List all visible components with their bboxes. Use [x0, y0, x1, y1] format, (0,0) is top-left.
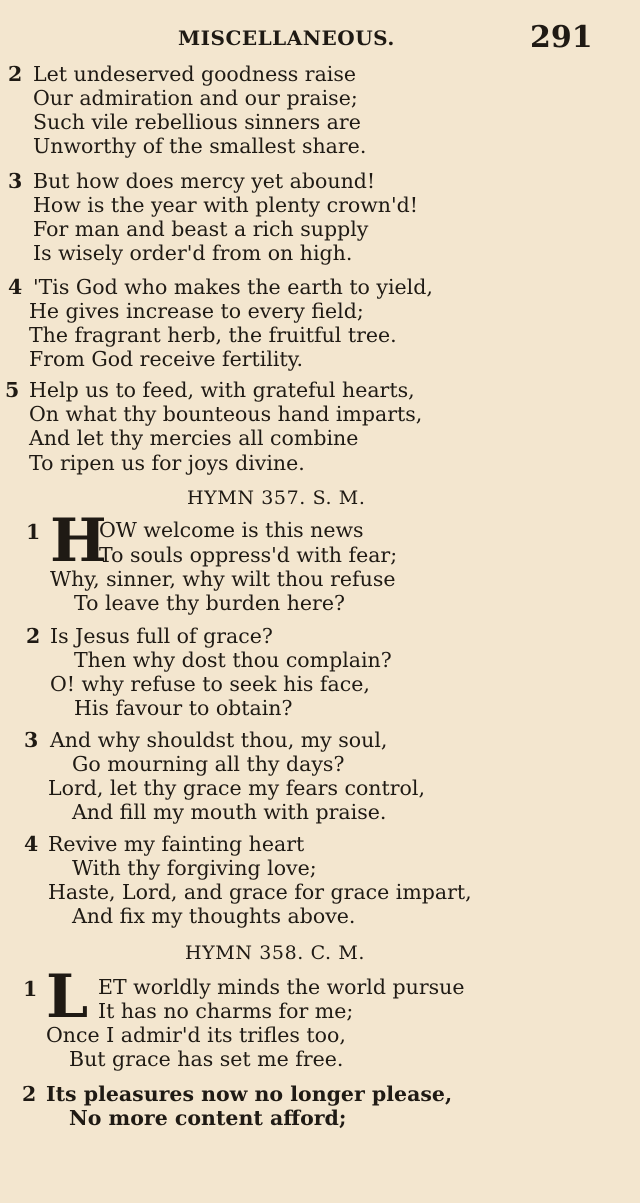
verse-line: And fill my mouth with praise.: [72, 800, 387, 824]
verse-line: Its pleasures now no longer please,: [46, 1082, 453, 1106]
verse-line: It has no charms for me;: [98, 999, 354, 1023]
verse-line: Is wisely order'd from on high.: [33, 241, 353, 265]
drop-cap: L: [46, 962, 89, 1032]
drop-cap: H: [50, 506, 107, 576]
verse-line: Go mourning all thy days?: [72, 752, 345, 776]
verse-number: 2: [26, 624, 41, 648]
verse-line: And fix my thoughts above.: [72, 904, 356, 928]
verse-line: The fragrant herb, the fruitful tree.: [29, 323, 397, 347]
verse-line: And let thy mercies all combine: [29, 426, 359, 450]
verse-line: 'Tis God who makes the earth to yield,: [33, 275, 433, 299]
verse-line: From God receive fertility.: [29, 347, 304, 371]
verse-line: Revive my fainting heart: [48, 832, 305, 856]
verse-line: OW welcome is this news: [99, 518, 364, 542]
verse-line: How is the year with plenty crown'd!: [33, 193, 418, 217]
verse-number: 3: [24, 728, 39, 752]
verse-line: But how does mercy yet abound!: [33, 169, 376, 193]
verse-line: Help us to feed, with grateful hearts,: [29, 378, 415, 402]
verse-line: And why shouldst thou, my soul,: [50, 728, 388, 752]
verse-line: Once I admir'd its trifles too,: [46, 1023, 346, 1047]
verse-line: Let undeserved goodness raise: [33, 62, 357, 86]
verse-line: On what thy bounteous hand imparts,: [29, 402, 423, 426]
verse-line: His favour to obtain?: [74, 696, 293, 720]
verse-line: No more content afford;: [69, 1106, 347, 1130]
verse-number: 4: [24, 832, 39, 856]
hymn-title: HYMN 358. C. M.: [185, 942, 366, 964]
verse-line: To souls oppress'd with fear;: [99, 543, 398, 567]
verse-line: Haste, Lord, and grace for grace impart,: [48, 880, 472, 904]
verse-line: Lord, let thy grace my fears control,: [48, 776, 425, 800]
verse-line: Unworthy of the smallest share.: [33, 134, 367, 158]
running-title: MISCELLANEOUS.: [178, 26, 395, 50]
verse-number: 3: [8, 169, 23, 193]
verse-number: 2: [8, 62, 23, 86]
verse-number: 1: [26, 520, 41, 544]
verse-line: He gives increase to every field;: [29, 299, 364, 323]
verse-number: 1: [23, 977, 38, 1001]
verse-number: 4: [8, 275, 23, 299]
verse-line: For man and beast a rich supply: [33, 217, 369, 241]
verse-line: O! why refuse to seek his face,: [50, 672, 370, 696]
verse-number: 5: [5, 378, 20, 402]
verse-line: Our admiration and our praise;: [33, 86, 358, 110]
verse-line: To ripen us for joys divine.: [29, 451, 305, 475]
verse-line: But grace has set me free.: [69, 1047, 344, 1071]
verse-number: 2: [22, 1082, 37, 1106]
verse-line: Why, sinner, why wilt thou refuse: [50, 567, 396, 591]
hymn-title: HYMN 357. S. M.: [187, 487, 366, 509]
page-number: 291: [530, 20, 593, 55]
verse-line: To leave thy burden here?: [74, 591, 345, 615]
verse-line: With thy forgiving love;: [72, 856, 317, 880]
verse-line: Then why dost thou complain?: [74, 648, 392, 672]
verse-line: Is Jesus full of grace?: [50, 624, 273, 648]
verse-line: ET worldly minds the world pursue: [98, 975, 465, 999]
verse-line: Such vile rebellious sinners are: [33, 110, 361, 134]
